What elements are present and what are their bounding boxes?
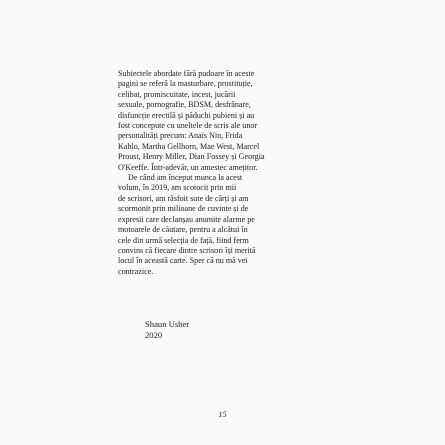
signature-year: 2020 xyxy=(145,330,163,340)
page-number: 15 xyxy=(218,409,227,419)
text-line: De când am început munca la acest xyxy=(128,173,243,183)
text-line: scormonit prin milioane de cuvinte și de xyxy=(118,204,249,214)
text-line: motoarele de căutare, pentru a alcătui în xyxy=(118,225,248,235)
signature xyxy=(145,319,189,341)
text-line: celibat, promiscuitate, incest, jucării xyxy=(118,89,236,99)
text-line: locul în această carte. Sper că nu mă vei xyxy=(118,256,248,266)
text-line: Proust, Henry Miller, Dian Fossey și Georgia xyxy=(118,152,265,162)
text-line: O'Keeffe. Într-adevăr, un amestec amețitor. xyxy=(118,162,258,172)
text-line: de scrisori, am răsfoit sute de cărți și am xyxy=(118,193,249,203)
text-line: volum, în 2019, am scotocit prin mii xyxy=(118,183,237,193)
author-name: Shaun Usher xyxy=(145,319,190,329)
paragraph-2 xyxy=(118,173,334,277)
text-line: personalități precum: Anaïs Nin, Frida xyxy=(118,131,243,141)
text-line: disfuncție erectilă și păduchi pubieni și au xyxy=(118,110,255,120)
text-line: fost concepute cu uneltele de scris ale unor xyxy=(118,121,258,131)
text-line: convins că fiecare dintre scrisori își merită xyxy=(118,245,256,255)
body-text xyxy=(118,69,334,277)
paragraph-1 xyxy=(118,69,334,173)
text-line: cele din urmă selecția de față, fiind ferm xyxy=(118,235,249,245)
text-line: Subiectele abordate fără pudoare în aceste xyxy=(118,69,255,78)
text-line: sexuale, pornografie, BDSM, desfrânare, xyxy=(118,100,251,110)
text-line: pagini se referă la masturbare, prostituție, xyxy=(118,79,253,89)
text-line: expresii care declanșau anumite alarme pe xyxy=(118,214,255,224)
text-line: contrazice. xyxy=(118,266,154,276)
text-line: Kahlo, Martha Gellhorn, Mae West, Marcel xyxy=(118,141,260,151)
